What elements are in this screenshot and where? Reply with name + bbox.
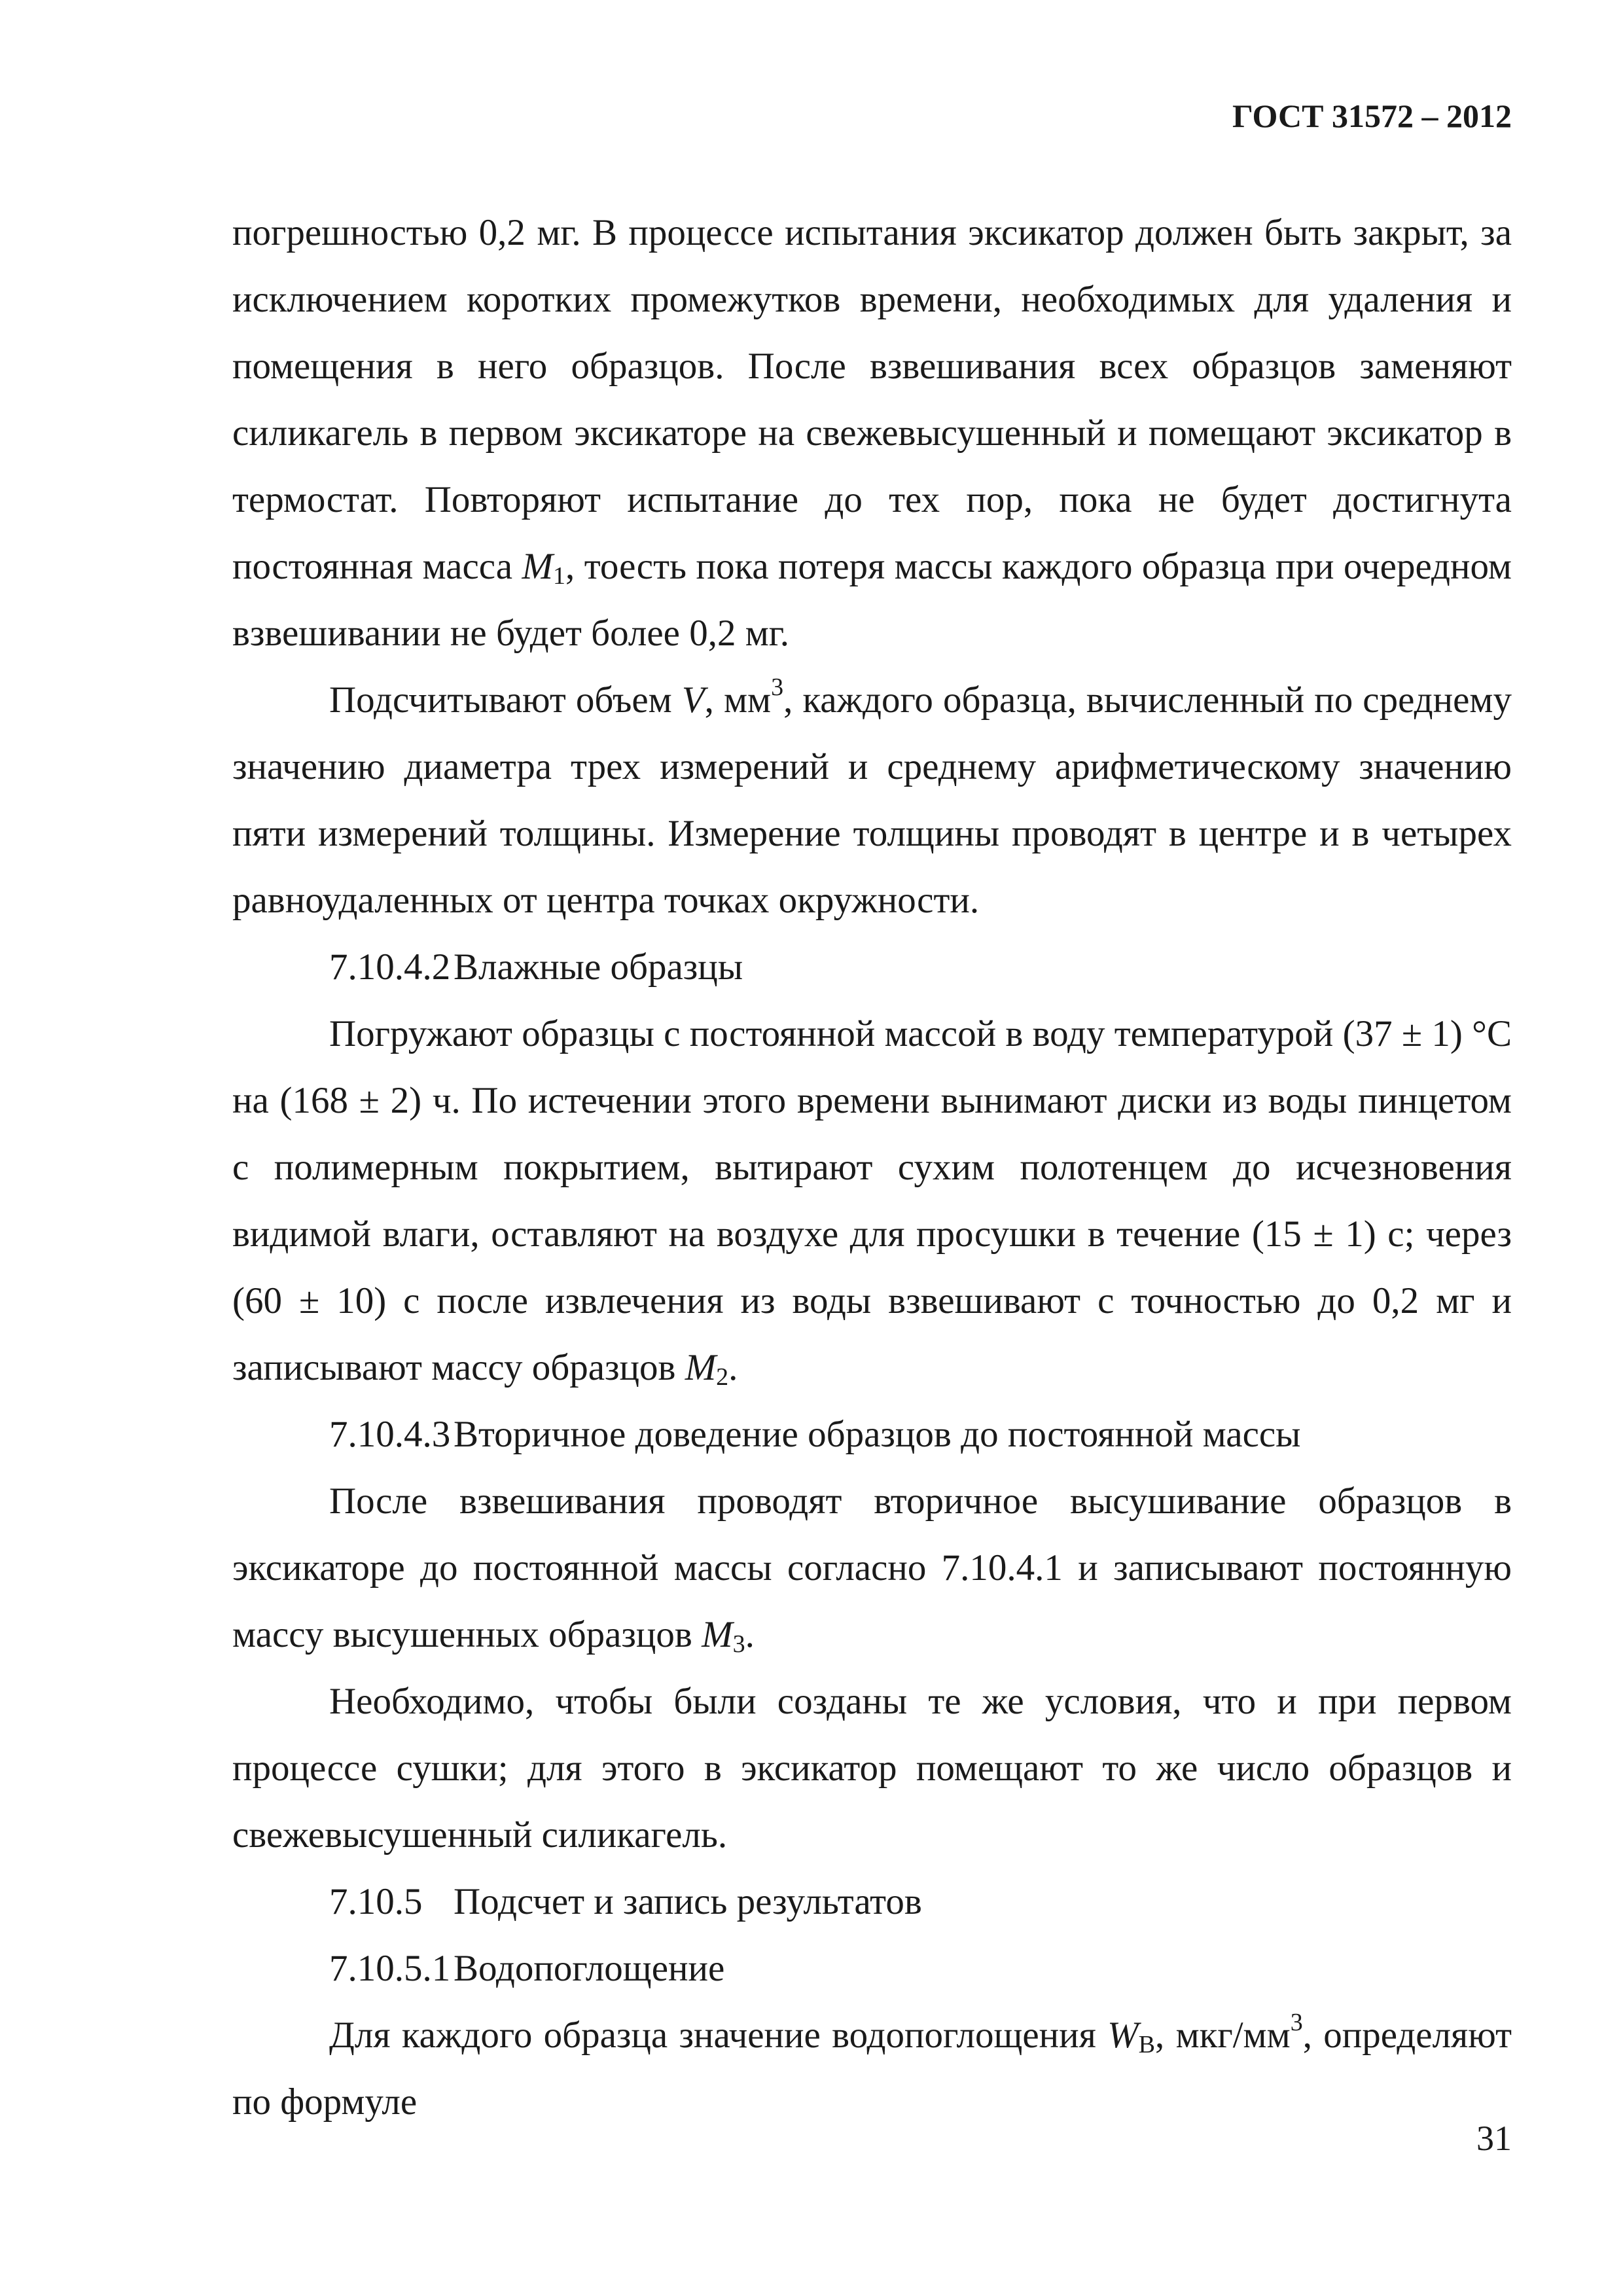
- section-heading-7-10-5: [232, 1869, 1512, 1935]
- section-heading-7-10-4-2: [232, 934, 1512, 1001]
- section-title: Вторичное доведение образцов до постоянной массы: [454, 1414, 1301, 1455]
- subscript: 3: [732, 1630, 745, 1658]
- paragraph-volume: Подсчитывают объем V, $мм^3$, каждого образца, вычисленный по среднему значению диаметра трех измерений и среднему арифметическому значению пяти измерений толщины. Измерение толщины проводят в центре и в четырех равноудаленных от центра точках окружности.: [232, 673, 1512, 921]
- variable-m: M: [522, 546, 554, 587]
- paragraph-water-absorption: Для каждого образца значение водопоглощения $W_В$, мкг/$мм^3$, определяют по формуле: [232, 2009, 1512, 2123]
- paragraph-same-conditions: Необходимо, чтобы были созданы те же условия, что и при первом процессе сушки; для этого в эксикатор помещают то же число образцов и свежевысушенный силикагель.: [232, 1681, 1512, 1856]
- document-header: [1232, 97, 1512, 135]
- subscript: 1: [553, 562, 566, 590]
- superscript: 3: [1290, 2009, 1303, 2036]
- section-heading-7-10-4-3: [232, 1401, 1512, 1468]
- variable-v: V: [681, 679, 705, 721]
- subscript: 2: [716, 1363, 729, 1391]
- document-body: [232, 200, 1512, 2136]
- variable-m: M: [685, 1347, 717, 1388]
- page-number: 31: [1476, 2119, 1512, 2158]
- section-number: 7.10.4.2: [329, 946, 451, 988]
- paragraph-secondary-drying: После взвешивания проводят вторичное высушивание образцов в эксикаторе до постоянной массы согласно 7.10.4.1 и записывают постоянную массу высушенных образцов $M_3$.: [232, 1480, 1512, 1658]
- section-heading-7-10-5-1: [232, 1935, 1512, 2002]
- paragraph-wet-samples: Погружают образцы с постоянной массой в воду температурой (37 ± 1) °С на (168 ± 2) ч. По истечении этого времени вынимают диски из воды пинцетом с полимерным покрытием, вытирают сухим полотенцем до исчезновения видимой влаги, оставляют на воздухе для просушки в течение (15 ± 1) с; через (60 ± 10) с после извлечения из воды взвешивают с точностью до 0,2 мг и записывают массу образцов $M_2$.: [232, 1013, 1512, 1391]
- standard-designation: ГОСТ 31572 – 2012: [1232, 98, 1512, 134]
- section-title: Водопоглощение: [454, 1948, 725, 1989]
- superscript: 3: [771, 673, 784, 701]
- section-number: 7.10.5.1: [329, 1948, 451, 1989]
- paragraph-drying-continuation: погрешностью 0,2 мг. В процессе испытания эксикатор должен быть закрыт, за исключением коротких промежутков времени, необходимых для удаления и помещения в него образцов. После взвешивания всех образцов заменяют силикагель в первом эксикаторе на свежевысушенный и помещают эксикатор в термостат. Повторяют испытание до тех пор, пока не будет достигнута постоянная масса $M_1$, тоесть пока потеря массы каждого образца при очередном взвешивании не будет более 0,2 мг.: [232, 212, 1512, 654]
- variable-w: W: [1107, 2015, 1139, 2056]
- subscript: В: [1138, 2031, 1156, 2058]
- section-number: 7.10.5: [329, 1881, 423, 1922]
- variable-m: M: [702, 1614, 733, 1655]
- section-title: Влажные образцы: [454, 946, 743, 988]
- section-number: 7.10.4.3: [329, 1414, 451, 1455]
- section-title: Подсчет и запись результатов: [454, 1881, 922, 1922]
